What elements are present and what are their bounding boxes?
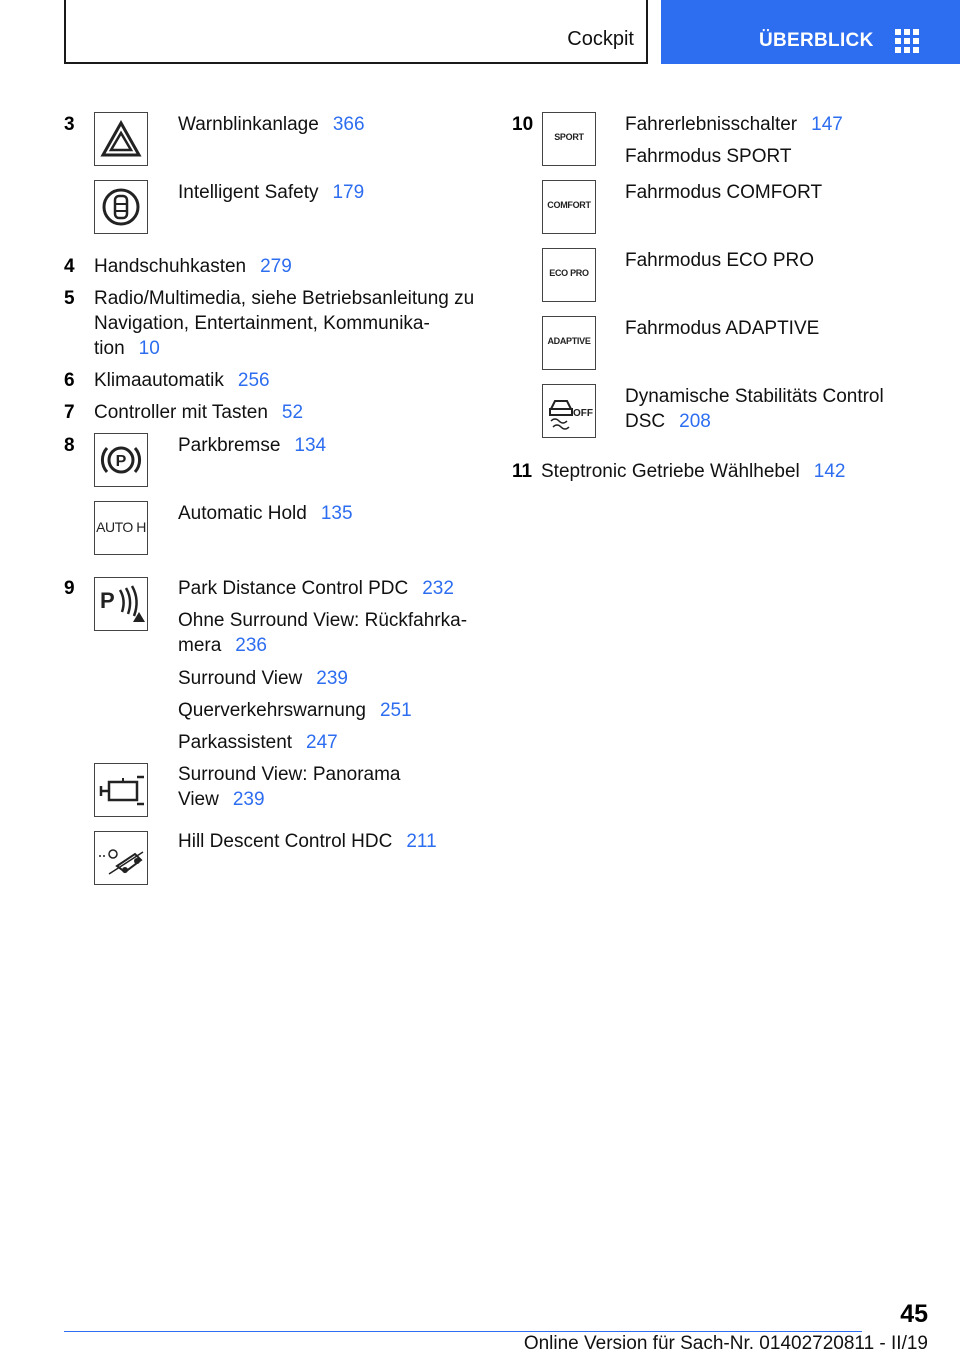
page-ref-link[interactable]: 232 (422, 578, 454, 599)
hdc-label: Hill Descent Control HDC (178, 831, 393, 852)
page-ref-link[interactable]: 251 (379, 700, 412, 721)
pdc-label: Park Distance Control PDC (178, 578, 409, 599)
page-ref-link[interactable]: 142 (813, 461, 846, 482)
grid-icon (895, 29, 919, 53)
hazard-warning-entry (178, 112, 365, 137)
dsc-line-2: DSC (625, 411, 666, 432)
page-ref-link[interactable]: 179 (332, 182, 365, 203)
item-number-6: 6 (64, 370, 75, 391)
climate-control-label: Klimaautomatik (94, 370, 224, 391)
cross-traffic-entry (178, 698, 412, 723)
parking-brake-entry (178, 433, 326, 458)
page-ref-link[interactable]: 256 (237, 370, 270, 391)
eco-pro-mode-icon (542, 248, 596, 302)
page-ref-link[interactable]: 239 (232, 789, 265, 810)
page-ref-link[interactable]: 239 (316, 668, 348, 689)
item-number-5: 5 (64, 288, 75, 309)
dsc-off-icon (542, 384, 596, 438)
driving-experience-switch-entry (625, 112, 843, 137)
page-ref-link[interactable]: 147 (811, 114, 843, 135)
page-ref-link[interactable]: 208 (679, 411, 711, 432)
page-ref-link[interactable]: 247 (306, 732, 338, 753)
page-ref-link[interactable]: 135 (320, 503, 353, 524)
adaptive-mode-label: Fahrmodus ADAPTIVE (625, 318, 820, 339)
intelligent-safety-entry (178, 180, 364, 205)
adaptive-mode-icon-label: ADAPTIVE (547, 336, 591, 346)
auto-hold-label: Automatic Hold (178, 503, 307, 524)
svg-text:P: P (115, 453, 127, 470)
controller-entry (94, 400, 303, 425)
rear-camera-line-2: mera (178, 635, 222, 656)
sport-mode-icon-label: SPORT (554, 132, 584, 142)
gear-selector-label: Steptronic Getriebe Wählhebel (541, 461, 800, 482)
dsc-entry (625, 384, 884, 434)
surround-view-entry (178, 666, 348, 691)
sport-mode-icon (542, 112, 596, 166)
item-number-11: 11 (512, 461, 533, 482)
comfort-mode-icon (542, 180, 596, 234)
panorama-view-entry (178, 762, 401, 812)
comfort-mode-icon-label: COMFORT (547, 200, 591, 210)
footer-text: Online Version für Sach-Nr. 01402720811 - II/19 (523, 1333, 928, 1354)
hill-descent-icon (94, 831, 148, 885)
driving-experience-switch-label: Fahrerlebnisschalter (625, 114, 798, 135)
comfort-mode-label: Fahrmodus COMFORT (625, 182, 823, 203)
dsc-line-1: Dynamische Stabilitäts Control (625, 386, 884, 407)
section-title: Cockpit (567, 28, 634, 50)
surround-view-label: Surround View (178, 668, 303, 689)
parking-brake-icon (94, 433, 148, 487)
radio-multimedia-entry (94, 286, 474, 361)
controller-label: Controller mit Tasten (94, 402, 268, 423)
page-ref-link[interactable]: 10 (138, 338, 160, 359)
radio-multimedia-line-2: Navigation, Entertainment, Kommunika- (94, 313, 430, 334)
page-ref-link[interactable]: 134 (294, 435, 327, 456)
sport-mode-label: Fahrmodus SPORT (625, 146, 792, 167)
hdc-entry (178, 829, 437, 854)
page-number: 45 (900, 1300, 928, 1328)
footer-divider (64, 1331, 862, 1332)
park-assist-label: Parkassistent (178, 732, 293, 753)
glovebox-entry (94, 254, 292, 279)
eco-pro-mode-label: Fahrmodus ECO PRO (625, 250, 814, 271)
park-distance-control-icon (94, 577, 148, 631)
park-assist-entry (178, 730, 338, 755)
overview-tab[interactable] (661, 0, 960, 64)
glovebox-label: Handschuhkasten (94, 256, 247, 277)
radio-multimedia-line-1: Radio/Multimedia, siehe Betriebsanleitung zu (94, 288, 475, 309)
hazard-warning-label: Warnblinkanlage (178, 114, 319, 135)
svg-text:P: P (100, 588, 115, 613)
dsc-off-icon-label: OFF (573, 408, 593, 419)
page-ref-link[interactable]: 236 (235, 635, 267, 656)
intelligent-safety-label: Intelligent Safety (178, 182, 319, 203)
pdc-entry (178, 576, 454, 601)
page-ref-link[interactable]: 279 (260, 256, 292, 277)
item-number-7: 7 (64, 402, 75, 423)
cross-traffic-label: Querverkehrswarnung (178, 700, 366, 721)
item-number-3: 3 (64, 114, 75, 135)
panorama-view-line-2: View (178, 789, 219, 810)
item-number-4: 4 (64, 256, 75, 277)
auto-hold-icon (94, 501, 148, 555)
panorama-view-line-1: Surround View: Panorama (178, 764, 401, 785)
intelligent-safety-icon (94, 180, 148, 234)
page-ref-link[interactable]: 366 (332, 114, 365, 135)
header-section-box (64, 0, 648, 64)
auto-hold-icon-label: AUTO H (96, 519, 146, 535)
parking-brake-label: Parkbremse (178, 435, 281, 456)
hazard-warning-icon (94, 112, 148, 166)
item-number-8: 8 (64, 435, 75, 456)
adaptive-mode-icon (542, 316, 596, 370)
overview-tab-label: ÜBERBLICK (759, 30, 874, 51)
item-number-10: 10 (512, 114, 534, 135)
eco-pro-mode-icon-label: ECO PRO (549, 268, 589, 278)
page-ref-link[interactable]: 52 (281, 402, 304, 423)
page-ref-link[interactable]: 211 (406, 831, 437, 852)
rear-camera-line-1: Ohne Surround View: Rückfahrka- (178, 610, 468, 631)
rear-camera-entry (178, 608, 467, 658)
climate-control-entry (94, 368, 270, 393)
auto-hold-entry (178, 501, 353, 526)
item-number-9: 9 (64, 578, 75, 599)
radio-multimedia-line-3: tion (94, 338, 125, 359)
gear-selector-entry (541, 459, 845, 484)
panorama-view-icon (94, 763, 148, 817)
